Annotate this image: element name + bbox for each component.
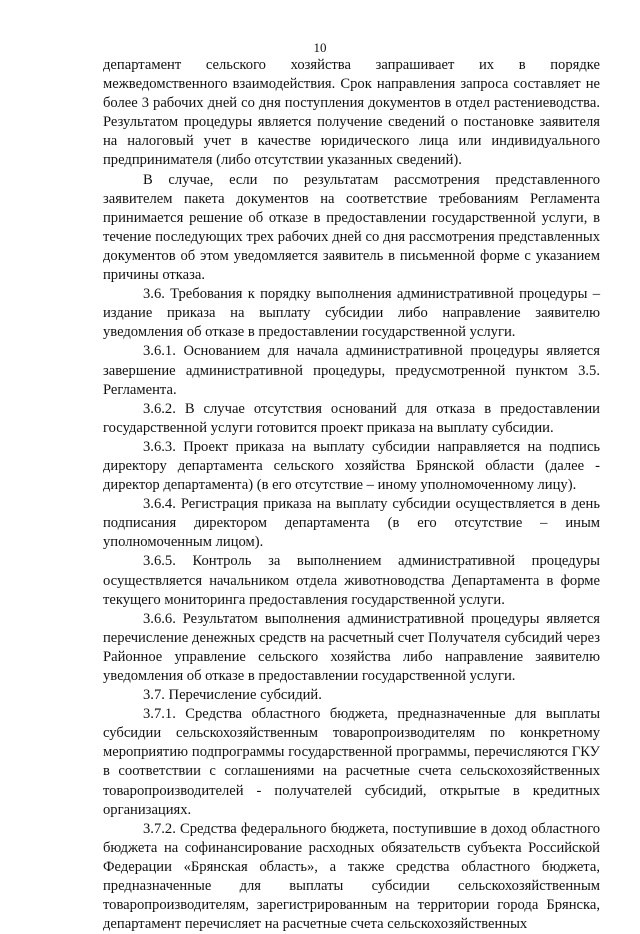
document-body (103, 56, 600, 934)
paragraph-3-6-1: 3.6.1. Основанием для начала административной процедуры является завершение административной процедуры, предусмотренной пунктом 3.5. Регламента. (103, 343, 600, 398)
paragraph-3-6: 3.6. Требования к порядку выполнения административной процедуры – издание приказа на выплату субсидии либо направление заявителю уведомления об отказе в предоставлении государственной услуги. (103, 286, 600, 341)
paragraph-3-6-4: 3.6.4. Регистрация приказа на выплату субсидии осуществляется в день подписания директором департамента (в его отсутствие – иным уполномоченным лицом). (103, 496, 600, 551)
paragraph-3-6-3: 3.6.3. Проект приказа на выплату субсидии направляется на подпись директору департамента сельского хозяйства Брянской области (далее - директор департамента) (в его отсутствие – иному уполномоченному лицу). (103, 438, 600, 494)
paragraph-3-7-2: 3.7.2. Средства федерального бюджета, поступившие в доход областного бюджета на софинансирование расходных обязательств субъекта Российской Федерации «Брянская область», а также средства областного бюджета, предназначенные для выплаты субсидии сельскохозяйственным товаропроизводителям, зарегистрированным на территории города Брянска, департамент перечисляет на расчетные счета сельскохозяйственных (103, 820, 600, 933)
paragraph-continuation: департамент сельского хозяйства запрашивает их в порядке межведомственного взаимодействия. Срок направления запроса составляет не более 3 рабочих дней со дня поступления документов в отдел растениеводства. Результатом процедуры является получение сведений о постановке заявителя на налоговый учет в качестве юридического лица или индивидуального предпринимателя (либо отсутствии указанных сведений). (103, 57, 600, 169)
paragraph-3-6-6: 3.6.6. Результатом выполнения административной процедуры является перечисление денежных средств на расчетный счет Получателя субсидий через Районное управление сельского хозяйства либо направление заявителю уведомления об отказе в предоставлении государственной услуги. (103, 610, 600, 684)
paragraph-3-7: 3.7. Перечисление субсидий. (143, 687, 322, 704)
page-number: 10 (313, 40, 327, 55)
paragraph-3-7-1: 3.7.1. Средства областного бюджета, предназначенные для выплаты субсидии сельскохозяйственным товаропроизводителям по конкретному мероприятию подпрограммы государственной программы, перечисляются ГКУ в соответствии с соглашениями на расчетные счета сельскохозяйственных товаропроизводителей - получателей субсидий, открытые в кредитных организациях. (103, 706, 600, 818)
paragraph-3-6-2: 3.6.2. В случае отсутствия оснований для отказа в предоставлении государственной услуги готовится проект приказа на выплату субсидии. (103, 400, 600, 436)
paragraph-3-6-5: 3.6.5. Контроль за выполнением административной процедуры осуществляется начальником отдела животноводства Департамента в форме текущего мониторинга предоставления государственной услуги. (103, 553, 600, 608)
paragraph-refusal-case: В случае, если по результатам рассмотрения представленного заявителем пакета документов на соответствие требованиям Регламента принимается решение об отказе в предоставлении государственной услуги, в течение последующих трех рабочих дней со дня рассмотрения представленных документов об этом уведомляется заявитель в письменной форме с указанием причины отказа. (103, 171, 600, 284)
